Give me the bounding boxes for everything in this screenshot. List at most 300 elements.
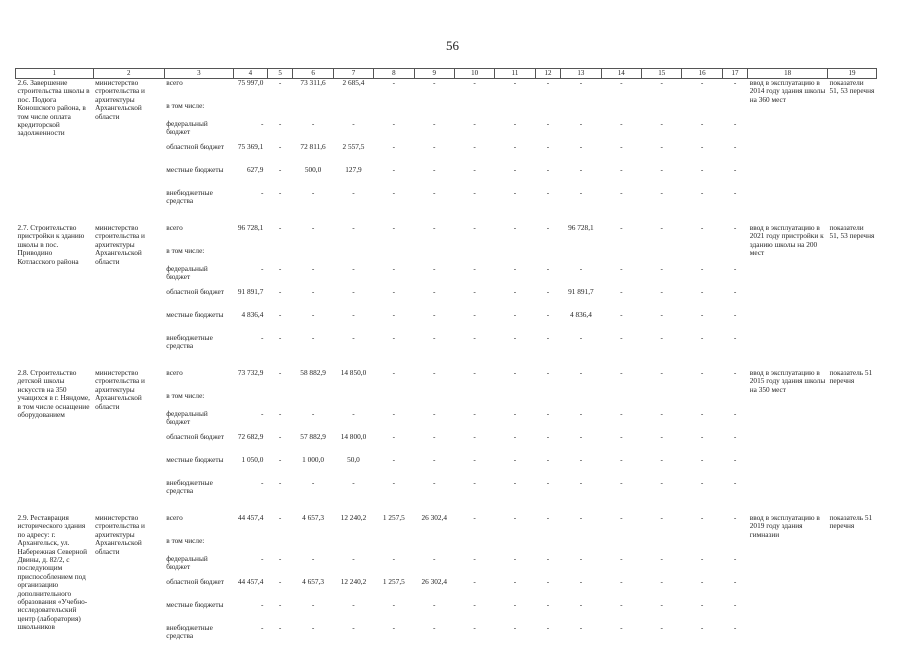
indicator-reference: показатели 51, 53 перечня [828,79,877,213]
funding-value: 26 302,4 [414,514,454,537]
funding-value: - [722,578,748,601]
funding-value: - [233,555,267,578]
funding-value: 96 728,1 [233,224,267,247]
funding-value: 14 800,0 [333,433,373,456]
expected-result: ввод в эксплуатацию в 2019 году здания гимназии [748,514,828,647]
funding-value: - [293,624,333,647]
funding-value: - [722,224,748,247]
funding-value [601,537,641,555]
funding-value: - [561,624,601,647]
funding-value: - [454,120,494,143]
funding-value: - [722,514,748,537]
funding-value: - [601,369,641,392]
funding-value: - [233,624,267,647]
funding-value: - [414,601,454,624]
responsible-executor: министерство строительства и архитектуры Архангельской области [93,79,164,213]
funding-value: - [333,624,373,647]
funding-value: - [454,224,494,247]
funding-value: 72 682,9 [233,433,267,456]
funding-value: - [561,334,601,357]
funding-value: - [454,143,494,166]
funding-value [233,392,267,410]
funding-value: - [333,120,373,143]
column-number-header: 5 [267,69,293,79]
funding-value: - [601,433,641,456]
funding-value: - [535,410,561,433]
funding-value: - [601,578,641,601]
funding-value: - [535,79,561,103]
column-number-header: 9 [414,69,454,79]
funding-value: - [414,265,454,288]
funding-value [682,537,722,555]
funding-value [293,537,333,555]
funding-value: - [454,601,494,624]
funding-value [535,102,561,120]
funding-value: - [414,624,454,647]
funding-value [682,392,722,410]
funding-value: - [414,410,454,433]
funding-value: - [642,369,682,392]
funding-value: - [374,624,414,647]
funding-value [642,247,682,265]
responsible-executor: министерство строительства и архитектуры Архангельской области [93,369,164,502]
indicator-reference: показатели 51, 53 перечня [828,224,877,357]
funding-value: 1 050,0 [233,456,267,479]
expected-result: ввод в эксплуатацию в 2021 году пристройки к зданию школы на 200 мест [748,224,828,357]
funding-value: - [682,601,722,624]
funding-value: - [267,143,293,166]
funding-value: - [293,410,333,433]
funding-value: - [601,410,641,433]
funding-value [374,102,414,120]
funding-value [333,102,373,120]
funding-value: - [682,224,722,247]
funding-value: - [601,120,641,143]
funding-value: 4 657,3 [293,578,333,601]
funding-value: - [414,189,454,212]
funding-value: - [682,456,722,479]
funding-value: - [722,624,748,647]
funding-value: - [233,601,267,624]
activity-name: 2.8. Строительство детской школы искусств на 350 учащихся в г. Няндоме, в том числе оснащение оборудованием [16,369,94,502]
funding-value: - [682,578,722,601]
funding-value [642,102,682,120]
funding-value: - [535,369,561,392]
funding-value: - [722,189,748,212]
funding-value: - [495,120,535,143]
funding-value [454,102,494,120]
funding-value: - [601,601,641,624]
funding-value: - [642,120,682,143]
funding-value [267,247,293,265]
funding-value: - [561,369,601,392]
funding-value: - [374,224,414,247]
table-body [16,79,877,647]
funding-value: - [233,410,267,433]
funding-value: - [233,334,267,357]
funding-value: 72 811,6 [293,143,333,166]
funding-source: в том числе: [164,247,233,265]
funding-value: - [535,120,561,143]
funding-value: - [267,224,293,247]
funding-value: 96 728,1 [561,224,601,247]
funding-value: - [495,433,535,456]
funding-value: - [374,555,414,578]
funding-source: внебюджетные средства [164,189,233,212]
funding-value: 4 836,4 [561,311,601,334]
funding-value: - [414,555,454,578]
funding-value: - [535,624,561,647]
funding-value: - [333,224,373,247]
funding-value [454,537,494,555]
funding-value: - [414,311,454,334]
funding-value: - [414,143,454,166]
funding-value: 26 302,4 [414,578,454,601]
funding-value [414,392,454,410]
funding-value [722,247,748,265]
funding-value: - [722,265,748,288]
funding-value [642,392,682,410]
funding-value: - [642,578,682,601]
funding-value: - [454,578,494,601]
funding-value: - [454,410,494,433]
funding-value: 75 997,0 [233,79,267,103]
funding-value: - [414,456,454,479]
funding-source: местные бюджеты [164,311,233,334]
funding-value: - [722,479,748,502]
funding-value: - [682,189,722,212]
funding-source: всего [164,514,233,537]
funding-value: - [535,514,561,537]
funding-value: - [535,166,561,189]
funding-value [293,247,333,265]
funding-value [722,537,748,555]
block-spacer-cell [16,357,877,369]
funding-value: - [414,224,454,247]
funding-value: - [561,456,601,479]
funding-value: - [233,120,267,143]
table-row [16,369,877,392]
funding-value: - [561,433,601,456]
funding-value: - [642,311,682,334]
funding-value: - [267,311,293,334]
funding-source: областной бюджет [164,433,233,456]
funding-value: - [561,265,601,288]
funding-value: 12 240,2 [333,578,373,601]
funding-value: - [293,265,333,288]
funding-value: - [682,479,722,502]
funding-value: - [414,334,454,357]
funding-value: - [642,288,682,311]
funding-value: - [414,479,454,502]
responsible-executor: министерство строительства и архитектуры Архангельской области [93,514,164,647]
funding-value [333,537,373,555]
funding-value: 1 257,5 [374,514,414,537]
funding-value: - [414,288,454,311]
funding-value: - [495,479,535,502]
funding-source: в том числе: [164,102,233,120]
funding-value: 127,9 [333,166,373,189]
funding-value: - [374,311,414,334]
funding-value: - [642,224,682,247]
funding-value [535,392,561,410]
funding-value: - [454,456,494,479]
funding-value: - [642,601,682,624]
funding-value: 1 257,5 [374,578,414,601]
funding-value [722,392,748,410]
funding-value: - [535,456,561,479]
column-number-header: 15 [642,69,682,79]
funding-value: - [642,143,682,166]
funding-value: - [535,143,561,166]
indicator-reference: показатель 51 перечня [828,369,877,502]
column-number-header: 18 [748,69,828,79]
funding-value: - [374,433,414,456]
funding-value: 12 240,2 [333,514,373,537]
column-number-header: 17 [722,69,748,79]
funding-value: - [535,601,561,624]
activity-name: 2.9. Реставрация исторического здания по адресу: г. Архангельск, ул. Набережная Северной Двины, д. 82/2, с последующим приспособлением под организацию дополнительного образования «Учебно-исследовательский центр (лаборатория) школьников [16,514,94,647]
funding-value: - [495,410,535,433]
funding-value: - [495,265,535,288]
activity-name: 2.6. Завершение строительства школы в пос. Подюга Коношского района, в том числе оплата кредиторской задолженности [16,79,94,213]
funding-value: 91 891,7 [561,288,601,311]
funding-value: 4 657,3 [293,514,333,537]
funding-value: - [722,79,748,103]
funding-value: - [561,79,601,103]
funding-value: - [642,514,682,537]
funding-value: - [495,288,535,311]
funding-value: - [642,265,682,288]
funding-value: 73 732,9 [233,369,267,392]
funding-value [267,102,293,120]
funding-value: - [454,555,494,578]
funding-value: - [414,369,454,392]
funding-value: - [374,288,414,311]
column-number-header: 3 [164,69,233,79]
funding-value: - [642,410,682,433]
column-number-header: 13 [561,69,601,79]
funding-value [561,247,601,265]
funding-value [495,247,535,265]
funding-value: - [642,189,682,212]
funding-value [374,247,414,265]
block-spacer [16,212,877,224]
funding-value: - [495,143,535,166]
funding-value: 44 457,4 [233,514,267,537]
funding-value: - [267,578,293,601]
funding-value: 73 311,6 [293,79,333,103]
funding-value: - [535,555,561,578]
funding-value: - [601,456,641,479]
funding-value: - [642,479,682,502]
funding-value: - [535,224,561,247]
funding-value: - [267,456,293,479]
funding-value: 44 457,4 [233,578,267,601]
funding-value: - [454,265,494,288]
funding-value: - [601,189,641,212]
funding-value [642,537,682,555]
column-number-header: 19 [828,69,877,79]
funding-value: - [535,288,561,311]
block-spacer-cell [16,212,877,224]
funding-value: - [682,433,722,456]
funding-value: - [495,514,535,537]
funding-value: - [293,601,333,624]
funding-value: - [233,479,267,502]
funding-source: внебюджетные средства [164,624,233,647]
funding-value: - [682,265,722,288]
funding-source: в том числе: [164,537,233,555]
funding-value: - [722,433,748,456]
funding-value: - [495,334,535,357]
funding-source: областной бюджет [164,578,233,601]
funding-value: - [682,555,722,578]
funding-value [495,102,535,120]
funding-value: - [267,601,293,624]
funding-value: - [682,334,722,357]
funding-value: - [601,166,641,189]
funding-value: - [293,224,333,247]
funding-value: - [454,624,494,647]
funding-value: - [374,189,414,212]
funding-value: - [333,601,373,624]
funding-value: 2 685,4 [333,79,373,103]
funding-value: - [601,311,641,334]
funding-value [374,537,414,555]
funding-value [561,537,601,555]
column-number-header: 1 [16,69,94,79]
funding-source: федеральный бюджет [164,120,233,143]
funding-source: внебюджетные средства [164,334,233,357]
funding-value: - [333,334,373,357]
funding-value: - [333,288,373,311]
funding-value: - [293,288,333,311]
funding-value: 75 369,1 [233,143,267,166]
funding-source: местные бюджеты [164,166,233,189]
funding-value [454,392,494,410]
funding-value: - [682,514,722,537]
funding-value [535,247,561,265]
funding-value: - [414,79,454,103]
funding-value: - [333,555,373,578]
funding-value [267,392,293,410]
funding-value [561,102,601,120]
funding-value: - [267,79,293,103]
funding-value: - [722,410,748,433]
funding-value: - [722,288,748,311]
funding-value: - [561,479,601,502]
funding-value: - [333,189,373,212]
funding-value: - [495,369,535,392]
column-number-header: 16 [682,69,722,79]
funding-value: - [682,143,722,166]
funding-value: - [601,334,641,357]
funding-value: - [495,189,535,212]
funding-value: - [682,166,722,189]
funding-value: - [374,166,414,189]
funding-value [495,392,535,410]
funding-value: - [293,479,333,502]
funding-value: - [454,79,494,103]
column-number-header: 4 [233,69,267,79]
funding-value: - [535,479,561,502]
funding-value: - [601,224,641,247]
funding-value [293,102,333,120]
funding-value: - [642,79,682,103]
funding-value: - [535,265,561,288]
funding-value: 1 000,0 [293,456,333,479]
funding-source: в том числе: [164,392,233,410]
funding-value: - [535,311,561,334]
funding-value: - [495,578,535,601]
funding-value [682,247,722,265]
funding-value: - [293,334,333,357]
funding-value: - [682,624,722,647]
funding-source: областной бюджет [164,288,233,311]
funding-value: - [454,369,494,392]
funding-value: - [374,334,414,357]
funding-value: - [682,311,722,334]
column-number-header: 7 [333,69,373,79]
funding-value: - [722,601,748,624]
funding-value [601,102,641,120]
funding-value: - [414,120,454,143]
column-number-header: 14 [601,69,641,79]
column-number-header: 11 [495,69,535,79]
activity-name: 2.7. Строительство пристройки к зданию школы в пос. Приводино Котласского района [16,224,94,357]
responsible-executor: министерство строительства и архитектуры Архангельской области [93,224,164,357]
column-number-header: 8 [374,69,414,79]
funding-value [414,537,454,555]
funding-value: - [267,514,293,537]
funding-value: 4 836,4 [233,311,267,334]
funding-value: - [374,79,414,103]
block-spacer [16,357,877,369]
funding-value: 14 850,0 [333,369,373,392]
column-number-header: 10 [454,69,494,79]
funding-value: 50,0 [333,456,373,479]
funding-value: - [374,456,414,479]
funding-value: - [374,479,414,502]
funding-value: - [722,456,748,479]
funding-value: - [267,265,293,288]
funding-value [267,537,293,555]
funding-source: областной бюджет [164,143,233,166]
funding-value [333,247,373,265]
funding-value [233,537,267,555]
funding-value: - [642,433,682,456]
page-number: 56 [0,38,905,54]
funding-value: - [374,410,414,433]
funding-value: - [454,514,494,537]
funding-value: - [601,514,641,537]
funding-value: - [722,555,748,578]
funding-value: - [561,601,601,624]
funding-value: - [495,624,535,647]
funding-value: - [601,143,641,166]
funding-value: - [454,479,494,502]
funding-value [601,392,641,410]
funding-value: - [601,265,641,288]
funding-value: - [601,288,641,311]
funding-value: - [682,369,722,392]
funding-value: - [374,143,414,166]
funding-value: 500,0 [293,166,333,189]
funding-value: - [601,479,641,502]
funding-value: - [374,601,414,624]
table-row [16,514,877,537]
